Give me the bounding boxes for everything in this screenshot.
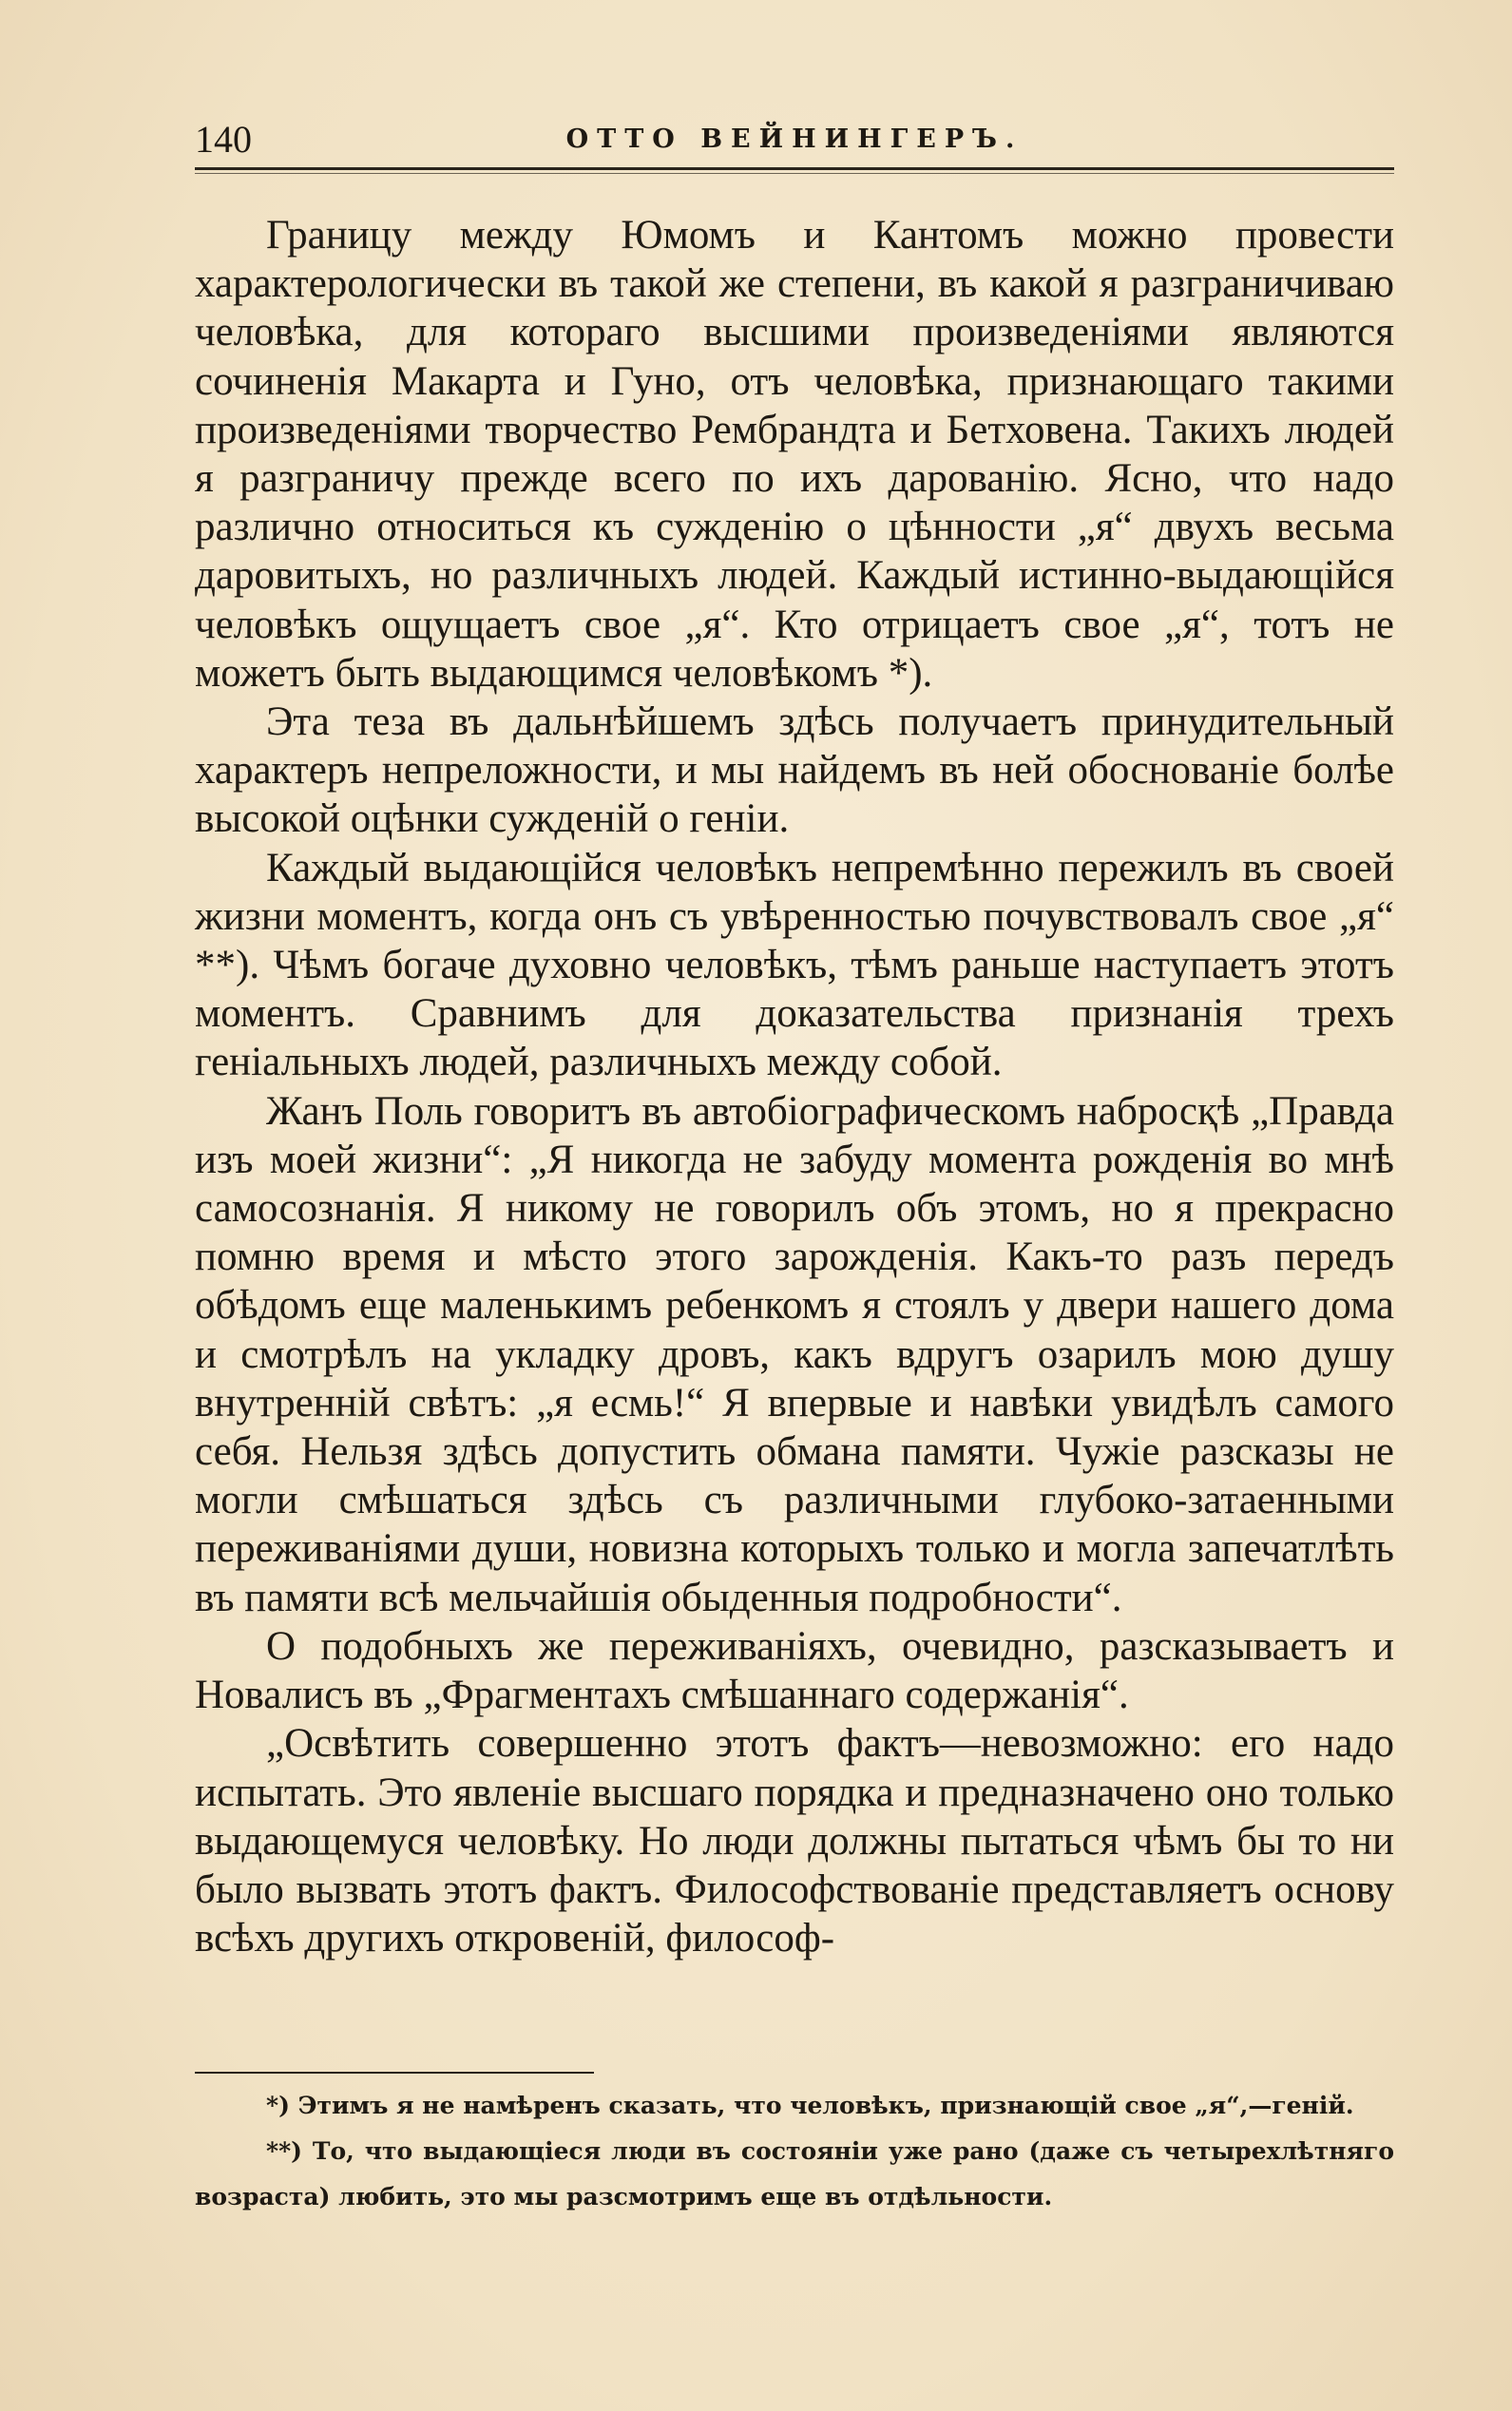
paragraph: Эта теза въ дальнѣйшемъ здѣсь получаетъ принудительный характеръ непреложности, и мы найдемъ въ ней обоснованіе болѣе высокой оцѣнки сужденій о геніи. — [195, 699, 1394, 842]
running-title: ОТТО ВЕЙНИНГЕРЪ. — [565, 124, 1024, 154]
paragraph: О подобныхъ же переживаніяхъ, очевидно, разсказываетъ и Новалисъ въ „Фрагментахъ смѣшаннаго содержанія“. — [195, 1623, 1394, 1718]
paragraph: Жанъ Поль говоритъ въ автобіографическомъ набросқѣ „Правда изъ моей жизни“: „Я никогда не забуду момента рожденія во мнѣ самосознанія. Я никому не говорилъ объ этомъ, но я прекрасно помню время и мѣсто этого зарожденія. Какъ-то разъ передъ обѣдомъ еще маленькимъ ребенкомъ я стоялъ у двери нашего дома и смотрѣлъ на укладку дровъ, какъ вдругъ озарилъ мою душу внутренній свѣтъ: „я есмь!“ Я впервые и навѣки увидѣлъ самого себя. Нельзя здѣсь допустить обмана памяти. Чужіе разсказы не могли смѣшаться здѣсь съ различными глубоко-затаенными переживаніями души, новизна которыхъ только и могла запечатлѣть въ памяти всѣ мельчайшія обыденныя подробности“. — [195, 1088, 1394, 1620]
footnotes — [195, 2083, 1394, 2220]
footnote: *) Этимъ я не намѣренъ сказать, что человѣкъ, признающій свое „я“,—геній. — [266, 2092, 1354, 2119]
page-header — [195, 116, 1394, 163]
paragraph: Каждый выдающійся человѣкъ непремѣнно пережилъ въ своей жизни моментъ, когда онъ съ увѣренностью почувствовалъ свое „я“ **). Чѣмъ богаче духовно человѣкъ, тѣмъ раньше наступаетъ этотъ моментъ. Сравнимъ для доказательства признанія трехъ геніальныхъ людей, различныхъ между собой. — [195, 845, 1394, 1085]
header-rule — [195, 167, 1394, 170]
main-text — [195, 211, 1394, 1962]
header-rule-thin — [195, 173, 1394, 174]
page-number: 140 — [195, 118, 252, 161]
footnote: **) То, что выдающіеся люди въ состояніи уже рано (даже съ четырехлѣтняго возраста) любить, это мы разсмотримъ еще въ отдѣльности. — [195, 2137, 1394, 2210]
footnote-rule — [195, 2072, 594, 2074]
paragraph: „Освѣтить совершенно этотъ фактъ—невозможно: его надо испытать. Это явленіе высшаго порядка и предназначено оно только выдающемуся человѣку. Но люди должны пытаться чѣмъ бы то ни было вызвать этотъ фактъ. Философствованіе представляетъ основу всѣхъ другихъ откровеній, философ- — [195, 1721, 1394, 1961]
paragraph: Границу между Юмомъ и Кантомъ можно провести характерологически въ такой же степени, въ какой я разграничиваю человѣка, для котораго высшими произведеніями являются сочиненія Макарта и Гуно, отъ человѣка, признающаго такими произведеніями творчество Рембрандта и Бетховена. Такихъ людей я разграничу прежде всего по ихъ дарованію. Ясно, что надо различно относиться къ сужденію о цѣнности „я“ двухъ весьма даровитыхъ, но различныхъ людей. Каждый истинно-выдающійся человѣкъ ощущаетъ свое „я“. Кто отрицаетъ свое „я“, тотъ не можетъ быть выдающимся человѣкомъ *). — [195, 213, 1394, 696]
